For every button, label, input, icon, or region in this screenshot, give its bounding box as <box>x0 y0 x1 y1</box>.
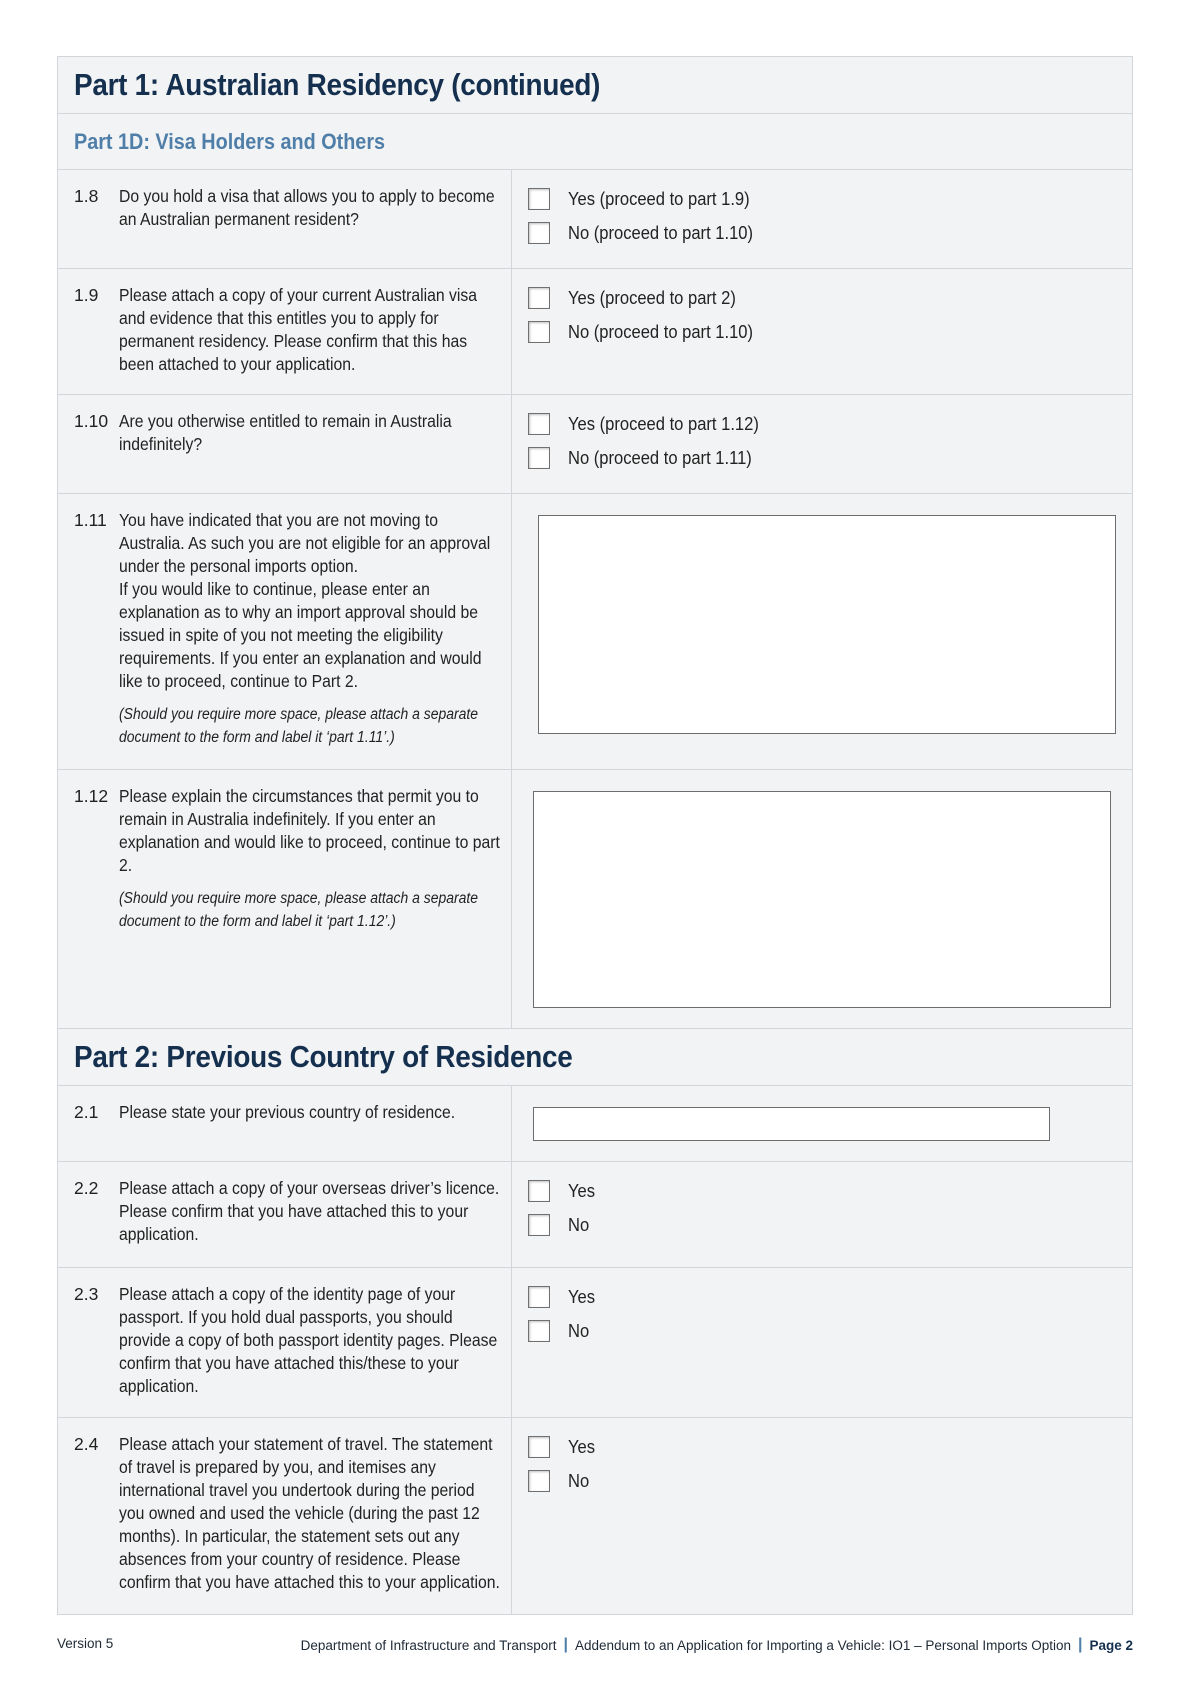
footer-right <box>301 1636 1133 1654</box>
part-1d-header <box>58 114 1132 170</box>
question-row-2-2 <box>58 1162 1132 1268</box>
option-yes[interactable] <box>528 413 775 435</box>
option-label: Yes <box>568 1436 596 1457</box>
question-row-1-9 <box>58 269 1132 395</box>
option-label: No <box>568 1214 590 1235</box>
option-no[interactable] <box>528 1320 591 1342</box>
question-cell <box>58 770 512 1028</box>
checkbox-no[interactable] <box>528 222 550 244</box>
option-yes[interactable] <box>528 1286 597 1308</box>
option-yes[interactable] <box>528 287 750 309</box>
question-text: Are you otherwise entitled to remain in Australia indefinitely? <box>119 411 452 454</box>
application-form <box>57 56 1133 1615</box>
question-cell <box>58 269 512 394</box>
answer-cell <box>512 395 1132 493</box>
question-cell <box>58 170 512 268</box>
document-title: Addendum to an Application for Importing a Vehicle: IO1 – Personal Imports Option <box>574 1637 1071 1653</box>
option-yes[interactable] <box>528 1436 597 1458</box>
option-label: Yes <box>568 1286 596 1307</box>
question-number: 2.3 <box>74 1284 99 1304</box>
option-label: No <box>568 1320 590 1341</box>
checkbox-no[interactable] <box>528 1470 550 1492</box>
option-label: No <box>568 1470 590 1491</box>
option-no[interactable] <box>528 1470 591 1492</box>
checkbox-yes[interactable] <box>528 413 550 435</box>
checkbox-no[interactable] <box>528 447 550 469</box>
checkbox-yes[interactable] <box>528 188 550 210</box>
answer-cell <box>512 170 1132 268</box>
option-yes[interactable] <box>528 188 765 210</box>
question-number: 1.9 <box>74 285 99 305</box>
answer-cell <box>512 494 1132 769</box>
option-no[interactable] <box>528 222 769 244</box>
question-number: 2.4 <box>74 1434 99 1454</box>
question-text: Please attach a copy of your current Australian visa and evidence that this entitles you to apply for permanent residency. Please confirm that this has been attached to your application. <box>119 285 478 374</box>
question-number: 2.2 <box>74 1178 99 1198</box>
question-text: Please attach your statement of travel. The statement of travel is prepared by you, and itemises any international travel you undertook during the period you owned and used the vehicle (during the past 12 months). In particular, the statement sets out any absences from your country of residence. Please confirm that you have attached this to your application. <box>119 1434 500 1592</box>
question-number: 1.12 <box>74 786 109 806</box>
question-row-2-1 <box>58 1086 1132 1162</box>
answer-cell <box>512 1086 1132 1161</box>
option-label: No (proceed to part 1.11) <box>568 447 752 468</box>
checkbox-no[interactable] <box>528 321 550 343</box>
checkbox-yes[interactable] <box>528 1286 550 1308</box>
question-row-1-12 <box>58 770 1132 1029</box>
part-1-title: Part 1: Australian Residency (continued) <box>74 67 601 102</box>
question-row-2-3 <box>58 1268 1132 1418</box>
question-text: Please attach a copy of your overseas driver’s licence. Please confirm that you have attached this to your application. <box>119 1178 500 1244</box>
question-text: Please explain the circumstances that permit you to remain in Australia indefinitely. If you enter an explanation and would like to proceed, continue to part 2. <box>119 786 500 875</box>
question-cell <box>58 494 512 769</box>
answer-cell <box>512 1268 1132 1417</box>
question-text: You have indicated that you are not moving to Australia. As such you are not eligible for an approval under the personal imports option. If you would like to continue, please enter an explanation as to why an import approval should be issued in spite of you not meeting the eligibility requirements. If you enter an explanation and would like to proceed, continue to Part 2. <box>119 510 491 691</box>
question-text: Please attach a copy of the identity page of your passport. If you hold dual passports, you should provide a copy of both passport identity pages. Please confirm that you have attached this/these to your application. <box>119 1284 498 1396</box>
option-label: Yes (proceed to part 1.12) <box>568 413 759 434</box>
question-cell <box>58 1268 512 1417</box>
part-2-title: Part 2: Previous Country of Residence <box>74 1039 573 1074</box>
question-cell <box>58 1086 512 1161</box>
option-yes[interactable] <box>528 1180 597 1202</box>
question-row-2-4 <box>58 1418 1132 1614</box>
explanation-textarea-1-11[interactable] <box>538 515 1116 734</box>
option-label: Yes (proceed to part 2) <box>568 287 736 308</box>
answer-cell <box>512 269 1132 394</box>
question-cell <box>58 1162 512 1267</box>
question-cell <box>58 1418 512 1614</box>
checkbox-no[interactable] <box>528 1320 550 1342</box>
part-1-header <box>58 57 1132 114</box>
option-no[interactable] <box>528 1214 591 1236</box>
question-text: Do you hold a visa that allows you to apply to become an Australian permanent resident? <box>119 186 495 229</box>
question-number: 1.10 <box>74 411 109 431</box>
option-label: Yes (proceed to part 1.9) <box>568 188 750 209</box>
option-no[interactable] <box>528 321 769 343</box>
question-row-1-8 <box>58 170 1132 269</box>
checkbox-yes[interactable] <box>528 1436 550 1458</box>
option-label: Yes <box>568 1180 596 1201</box>
explanation-textarea-1-12[interactable] <box>533 791 1111 1008</box>
option-label: No (proceed to part 1.10) <box>568 222 754 243</box>
question-row-1-10 <box>58 395 1132 494</box>
page-number: Page 2 <box>1089 1637 1133 1653</box>
checkbox-yes[interactable] <box>528 287 550 309</box>
question-number: 2.1 <box>74 1102 99 1122</box>
question-note: (Should you require more space, please attach a separate document to the form and label it ‘part 1.12’.) <box>119 890 479 930</box>
checkbox-no[interactable] <box>528 1214 550 1236</box>
option-no[interactable] <box>528 447 768 469</box>
department-name: Department of Infrastructure and Transport <box>300 1637 557 1653</box>
answer-cell <box>512 1162 1132 1267</box>
separator: | <box>563 1636 568 1653</box>
previous-country-input[interactable] <box>533 1107 1050 1141</box>
version-label: Version 5 <box>57 1636 114 1651</box>
question-note: (Should you require more space, please attach a separate document to the form and label it ‘part 1.11’.) <box>119 706 479 746</box>
checkbox-yes[interactable] <box>528 1180 550 1202</box>
part-1d-title: Part 1D: Visa Holders and Others <box>74 128 386 154</box>
question-row-1-11 <box>58 494 1132 770</box>
question-number: 1.8 <box>74 186 99 206</box>
separator: | <box>1077 1636 1083 1653</box>
answer-cell <box>512 770 1132 1028</box>
answer-cell <box>512 1418 1132 1614</box>
question-text: Please state your previous country of residence. <box>119 1102 456 1122</box>
option-label: No (proceed to part 1.10) <box>568 321 754 342</box>
question-number: 1.11 <box>74 510 107 530</box>
part-2-header <box>58 1029 1132 1086</box>
page-footer <box>57 1636 1133 1656</box>
question-cell <box>58 395 512 493</box>
